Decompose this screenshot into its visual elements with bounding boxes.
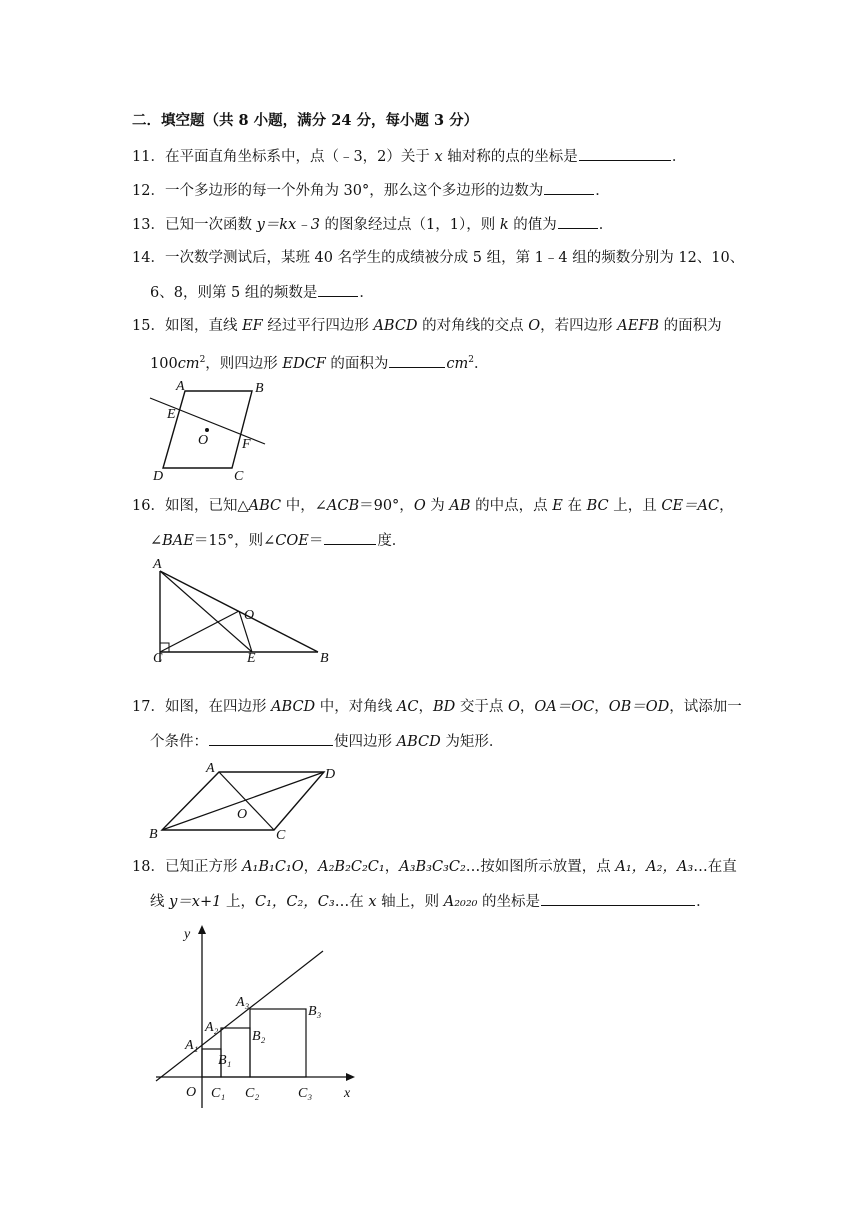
q15-label-f: F bbox=[242, 437, 251, 452]
q15-sup: 2 bbox=[199, 355, 206, 365]
q15-number: 15． bbox=[132, 318, 165, 334]
question-14-line-2 bbox=[150, 282, 374, 303]
q17-var: OA＝OC bbox=[534, 699, 595, 715]
q13-var-k: k bbox=[499, 217, 509, 233]
q15-text: 100 bbox=[150, 355, 178, 372]
q15-label-o: O bbox=[198, 433, 209, 448]
q18-label-b3: B₃ bbox=[308, 1004, 322, 1019]
q16-text: ＝ bbox=[308, 533, 324, 549]
q18-label-c3: C₃ bbox=[298, 1086, 313, 1101]
q16-var: CE＝AC bbox=[661, 498, 720, 514]
question-15-line-2 bbox=[150, 350, 489, 374]
q11-end: ． bbox=[671, 149, 687, 165]
q15-var: AEFB bbox=[617, 318, 660, 334]
q13-text-a: 已知一次函数 bbox=[164, 217, 257, 233]
q15-text: 如图，直线 bbox=[164, 318, 243, 334]
q16-var: COE bbox=[275, 533, 309, 549]
question-14-line-1 bbox=[132, 248, 744, 268]
q12-number: 12． bbox=[132, 183, 165, 199]
question-18-line-1 bbox=[132, 857, 737, 877]
q16-text: ＝15°，则∠ bbox=[193, 533, 276, 549]
q16-segment-oc bbox=[160, 611, 239, 652]
q17-var: BD bbox=[432, 699, 456, 715]
q18-var: A₁B₁C₁O bbox=[242, 859, 304, 875]
q18-label-c2: C₂ bbox=[245, 1086, 260, 1101]
q12-text: 一个多边形的每一个外角为 30°，那么这个多边形的边数为 bbox=[164, 183, 544, 199]
q13-number: 13． bbox=[132, 217, 165, 233]
q15-var: O bbox=[528, 318, 541, 334]
q16-text: ＝90°， bbox=[359, 498, 414, 514]
question-13 bbox=[132, 214, 613, 235]
q17-number: 17． bbox=[132, 699, 165, 715]
y-axis-arrow-icon bbox=[198, 925, 206, 934]
q17-text: 交于点 bbox=[455, 699, 508, 715]
q16-text: 度． bbox=[377, 533, 407, 549]
q18-label-y: y bbox=[184, 927, 191, 942]
question-12 bbox=[132, 180, 610, 201]
q18-var: A₁，A₂，A₃ bbox=[615, 859, 694, 875]
q18-label-x: x bbox=[344, 1086, 351, 1101]
q18-text: 上， bbox=[221, 894, 255, 910]
q18-figure bbox=[148, 922, 360, 1112]
q17-answer-blank[interactable] bbox=[209, 731, 333, 746]
q18-text: 线 bbox=[150, 894, 170, 910]
q16-text: 如图，已知△ bbox=[164, 498, 249, 514]
q17-text: 为矩形． bbox=[440, 734, 504, 750]
q18-label-b2: B₂ bbox=[252, 1029, 266, 1044]
q18-answer-blank[interactable] bbox=[541, 891, 695, 906]
q16-label-e: E bbox=[247, 651, 256, 662]
q16-number: 16． bbox=[132, 498, 165, 514]
q14-line2: 6、8，则第 5 组的频数是 bbox=[150, 285, 318, 301]
q14-answer-blank[interactable] bbox=[318, 282, 358, 297]
q16-text: 上，且 bbox=[608, 498, 662, 514]
q17-label-d: D bbox=[325, 767, 336, 782]
q11-answer-blank[interactable] bbox=[579, 146, 671, 161]
q18-var: y＝x+1 bbox=[169, 894, 222, 910]
q18-text: ， bbox=[303, 859, 319, 875]
q15-label-b: B bbox=[255, 381, 264, 396]
q17-text: ， bbox=[418, 699, 433, 715]
q18-label-o: O bbox=[186, 1085, 197, 1100]
question-15-line-1 bbox=[132, 316, 722, 336]
question-11 bbox=[132, 146, 686, 167]
section-heading: 二．填空题（共 8 小题，满分 24 分，每小题 3 分） bbox=[132, 112, 479, 129]
q18-number: 18． bbox=[132, 859, 165, 875]
q15-text: ，若四边形 bbox=[540, 318, 618, 334]
q15-unit: cm bbox=[177, 355, 200, 372]
q15-label-e: E bbox=[167, 407, 176, 422]
q12-end: ． bbox=[595, 183, 610, 199]
q18-text: 的坐标是 bbox=[477, 894, 541, 910]
q15-label-a: A bbox=[176, 380, 185, 394]
q18-end: ． bbox=[696, 894, 711, 910]
q16-var: ABC bbox=[248, 498, 282, 514]
q13-answer-blank[interactable] bbox=[558, 214, 598, 229]
q15-label-d: D bbox=[153, 469, 164, 484]
q18-text: ， bbox=[384, 859, 400, 875]
q15-text: 的对角线的交点 bbox=[417, 318, 529, 334]
q17-var: ABCD bbox=[396, 734, 441, 750]
q14-number: 14． bbox=[132, 250, 165, 266]
q14-end: ． bbox=[359, 285, 374, 301]
q16-text: 的中点，点 bbox=[470, 498, 553, 514]
q16-text: 在 bbox=[562, 498, 587, 514]
q16-var: E bbox=[552, 498, 563, 514]
q15-text: 的面积为 bbox=[325, 355, 389, 372]
q15-text: 经过平行四边形 bbox=[262, 318, 374, 334]
q16-var: AB bbox=[449, 498, 471, 514]
q15-end: ． bbox=[474, 355, 489, 372]
q17-text: 个条件： bbox=[150, 734, 208, 750]
q11-text-a: 在平面直角坐标系中，点（﹣3，2）关于 bbox=[164, 149, 435, 165]
question-18-line-2 bbox=[150, 891, 711, 912]
q18-text: 已知正方形 bbox=[164, 859, 243, 875]
q17-label-a: A bbox=[206, 761, 215, 776]
q12-answer-blank[interactable] bbox=[544, 180, 594, 195]
q16-var: BC bbox=[586, 498, 609, 514]
q18-label-a2: A₂ bbox=[205, 1020, 219, 1035]
q16-label-a: A bbox=[153, 557, 162, 572]
q16-label-o: O bbox=[244, 608, 255, 623]
q15-text: ，则四边形 bbox=[205, 355, 283, 372]
q13-end: ． bbox=[598, 217, 614, 233]
q13-formula: y＝kx﹣3 bbox=[256, 217, 320, 233]
q15-var: ABCD bbox=[373, 318, 418, 334]
q15-var: EDCF bbox=[282, 355, 326, 372]
question-17-line-1 bbox=[132, 697, 742, 717]
q18-text: …在 bbox=[334, 894, 369, 910]
question-16-line-2 bbox=[150, 530, 406, 551]
q15-var: EF bbox=[242, 318, 263, 334]
q18-var: A₂₀₂₀ bbox=[443, 894, 478, 910]
q17-label-o: O bbox=[237, 807, 248, 822]
q15-figure bbox=[148, 380, 273, 485]
q16-label-c: C bbox=[153, 651, 163, 662]
q11-number: 11． bbox=[132, 149, 165, 165]
q18-var: x bbox=[368, 894, 377, 910]
q16-answer-blank[interactable] bbox=[324, 530, 376, 545]
x-axis-arrow-icon bbox=[346, 1073, 355, 1081]
q15-answer-blank[interactable] bbox=[389, 353, 445, 368]
q18-var: C₁，C₂，C₃ bbox=[254, 894, 335, 910]
q18-label-a3: A₃ bbox=[236, 995, 250, 1010]
q15-label-c: C bbox=[234, 469, 244, 484]
q18-text: …按如图所示放置，点 bbox=[465, 859, 616, 875]
q17-var: O bbox=[507, 699, 520, 715]
q17-text: 中，对角线 bbox=[315, 699, 397, 715]
q17-var: ABCD bbox=[271, 699, 316, 715]
q17-text: ， bbox=[594, 699, 609, 715]
q17-label-c: C bbox=[276, 828, 286, 842]
q16-var: BAE bbox=[162, 533, 194, 549]
q18-label-a1: A₁ bbox=[185, 1038, 199, 1053]
q17-var: OB＝OD bbox=[608, 699, 670, 715]
q17-text: 如图，在四边形 bbox=[164, 699, 272, 715]
q17-text: ，试添加一 bbox=[669, 699, 742, 715]
q16-text: ∠ bbox=[150, 533, 163, 549]
q18-label-c1: C₁ bbox=[211, 1086, 226, 1101]
question-17-line-2 bbox=[150, 731, 503, 752]
q13-text-b: 的图象经过点（1，1），则 bbox=[319, 217, 500, 233]
q18-text: 轴上，则 bbox=[376, 894, 444, 910]
q11-var-x: x bbox=[434, 149, 443, 165]
q15-text: 的面积为 bbox=[659, 318, 722, 334]
q16-var: O bbox=[413, 498, 426, 514]
q18-text: …在直 bbox=[693, 859, 737, 875]
question-16-line-1 bbox=[132, 496, 734, 516]
q17-text: ， bbox=[519, 699, 535, 715]
q16-text: ， bbox=[719, 498, 734, 514]
line-y-equals-x-plus-1 bbox=[156, 951, 323, 1081]
q13-text-c: 的值为 bbox=[508, 217, 557, 233]
q15-sup: 2 bbox=[468, 355, 474, 365]
q18-var: A₃B₃C₃C₂ bbox=[399, 859, 466, 875]
q16-text: 中，∠ bbox=[281, 498, 327, 514]
q17-text: 使四边形 bbox=[334, 734, 397, 750]
q17-label-b: B bbox=[149, 827, 158, 842]
q18-label-b1: B₁ bbox=[218, 1053, 232, 1068]
q14-line1: 一次数学测试后，某班 40 名学生的成绩被分成 5 组，第 1﹣4 组的频数分别为 12、10、 bbox=[164, 250, 745, 266]
q16-text: 为 bbox=[425, 498, 450, 514]
q17-figure bbox=[146, 758, 346, 842]
q16-var: ACB bbox=[326, 498, 360, 514]
q15-unit: cm bbox=[446, 355, 469, 372]
q16-figure bbox=[148, 556, 338, 662]
q15-point-o bbox=[205, 428, 209, 432]
q17-var: AC bbox=[396, 699, 419, 715]
q18-var: A₂B₂C₂C₁ bbox=[318, 859, 385, 875]
q16-label-b: B bbox=[320, 651, 329, 662]
q11-text-b: 轴对称的点的坐标是 bbox=[442, 149, 578, 165]
